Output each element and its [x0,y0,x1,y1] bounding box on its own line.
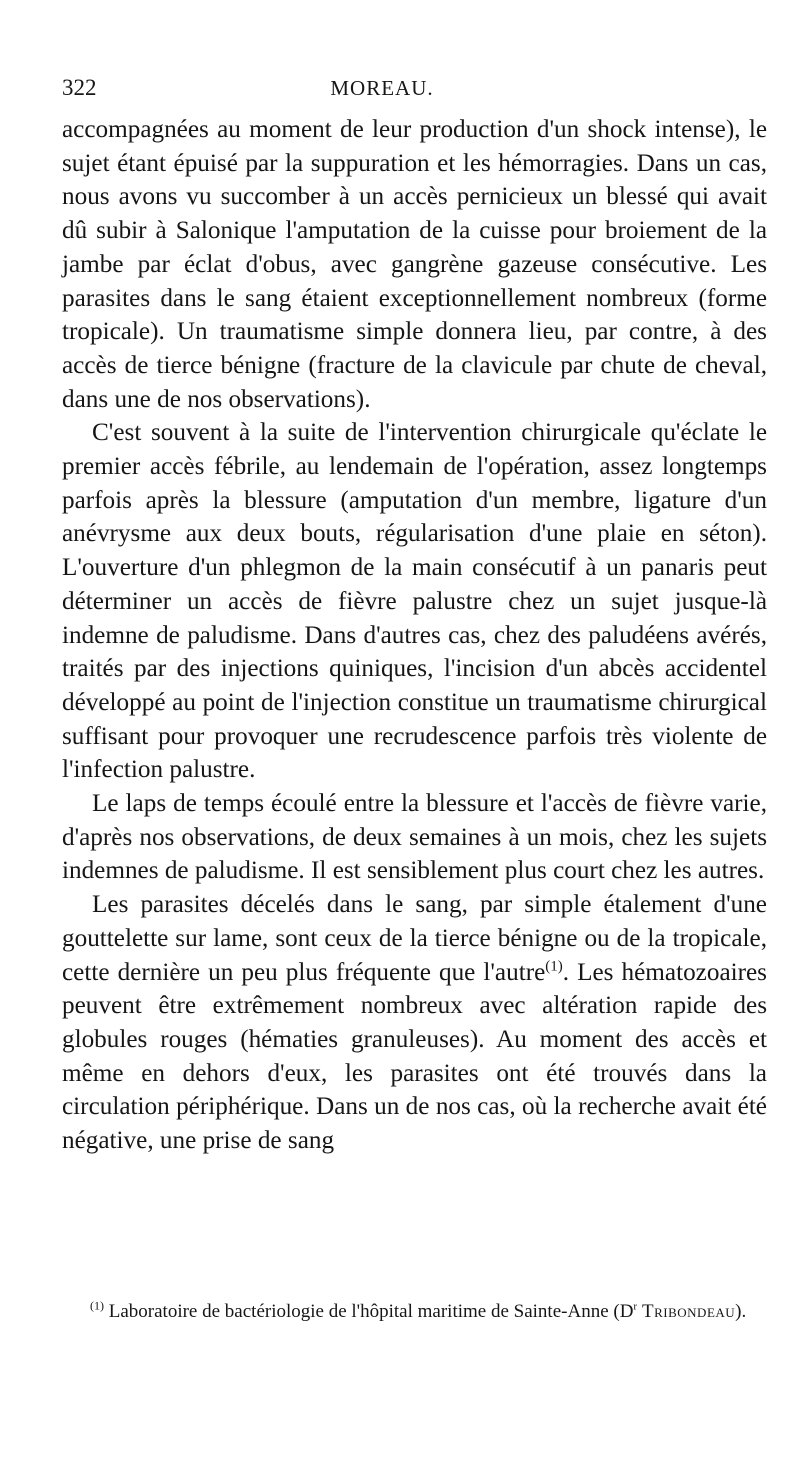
body-text [62,113,767,1158]
paragraph-4-text-before-note: Les parasites décelés dans le sang, par simple étalement d'une gouttelette sur lame, sont ceux de la tierce bénigne ou de la tropicale, cette dernière un peu plus fréquente que l'autre [62,891,767,986]
footnote-name: Tribondeau [637,1301,736,1322]
footnote-text [62,1298,767,1326]
running-head [62,72,702,104]
footnote-body: Laboratoire de bactériologie de l'hôpital maritime de Sainte-Anne (D [104,1301,634,1322]
paragraph-4-text-after-note: . Les hématozoaires peuvent être extrêmement nombreux avec altération rapide des globules rouges (hématies granuleuses). Au moment des accès et même en dehors d'eux, les parasites ont été trouvés dans la circulation périphérique. Dans un de nos cas, où la recherche avait été négative, une prise de sang [62,958,767,1155]
footnote-closing: ). [735,1301,747,1322]
footnote [62,1298,767,1326]
running-title: MOREAU. [330,76,434,100]
footnote-title-superscript: r [633,1300,638,1313]
paragraph-2: C'est souvent à la suite de l'intervention chirurgicale qu'éclate le premier accès fébrile, au lendemain de l'opération, assez longtemps parfois après la blessure (amputation d'un membre, ligature d'un anévrysme aux deux bouts, régularisation d'une plaie en séton). L'ouverture d'un phlegmon de la main consécutif à un panaris peut déterminer un accès de fièvre palustre chez un sujet jusque-là indemne de paludisme. Dans d'autres cas, chez des paludéens avérés, traités par des injections quiniques, l'incision d'un abcès accidentel développé au point de l'injection constitue un traumatisme chirurgical suffisant pour provoquer une recrudescence parfois très violente de l'infection palustre. [62,419,767,784]
paragraph-3: Le laps de temps écoulé entre la blessure et l'accès de fièvre varie, d'après nos observations, de deux semaines à un mois, chez les sujets indemnes de paludisme. Il est sensiblement plus court chez les autres. [62,790,767,885]
page-number: 322 [62,75,97,100]
paragraph-4 [62,888,767,1158]
footnote-reference: (1) [545,958,563,975]
footnote-mark: (1) [90,1298,104,1313]
paragraph-1: accompagnées au moment de leur production d'un shock intense), le sujet étant épuisé par la suppuration et les hémorragies. Dans un cas, nous avons vu succomber à un accès pernicieux un blessé qui avait dû subir à Salonique l'amputation de la cuisse pour broiement de la jambe par éclat d'obus, avec gangrène gazeuse consécutive. Les parasites dans le sang étaient exceptionnellement nombreux (forme tropicale). Un traumatisme simple donnera lieu, par contre, à des accès de tierce bénigne (fracture de la clavicule par chute de cheval, dans une de nos observations). [62,116,767,413]
